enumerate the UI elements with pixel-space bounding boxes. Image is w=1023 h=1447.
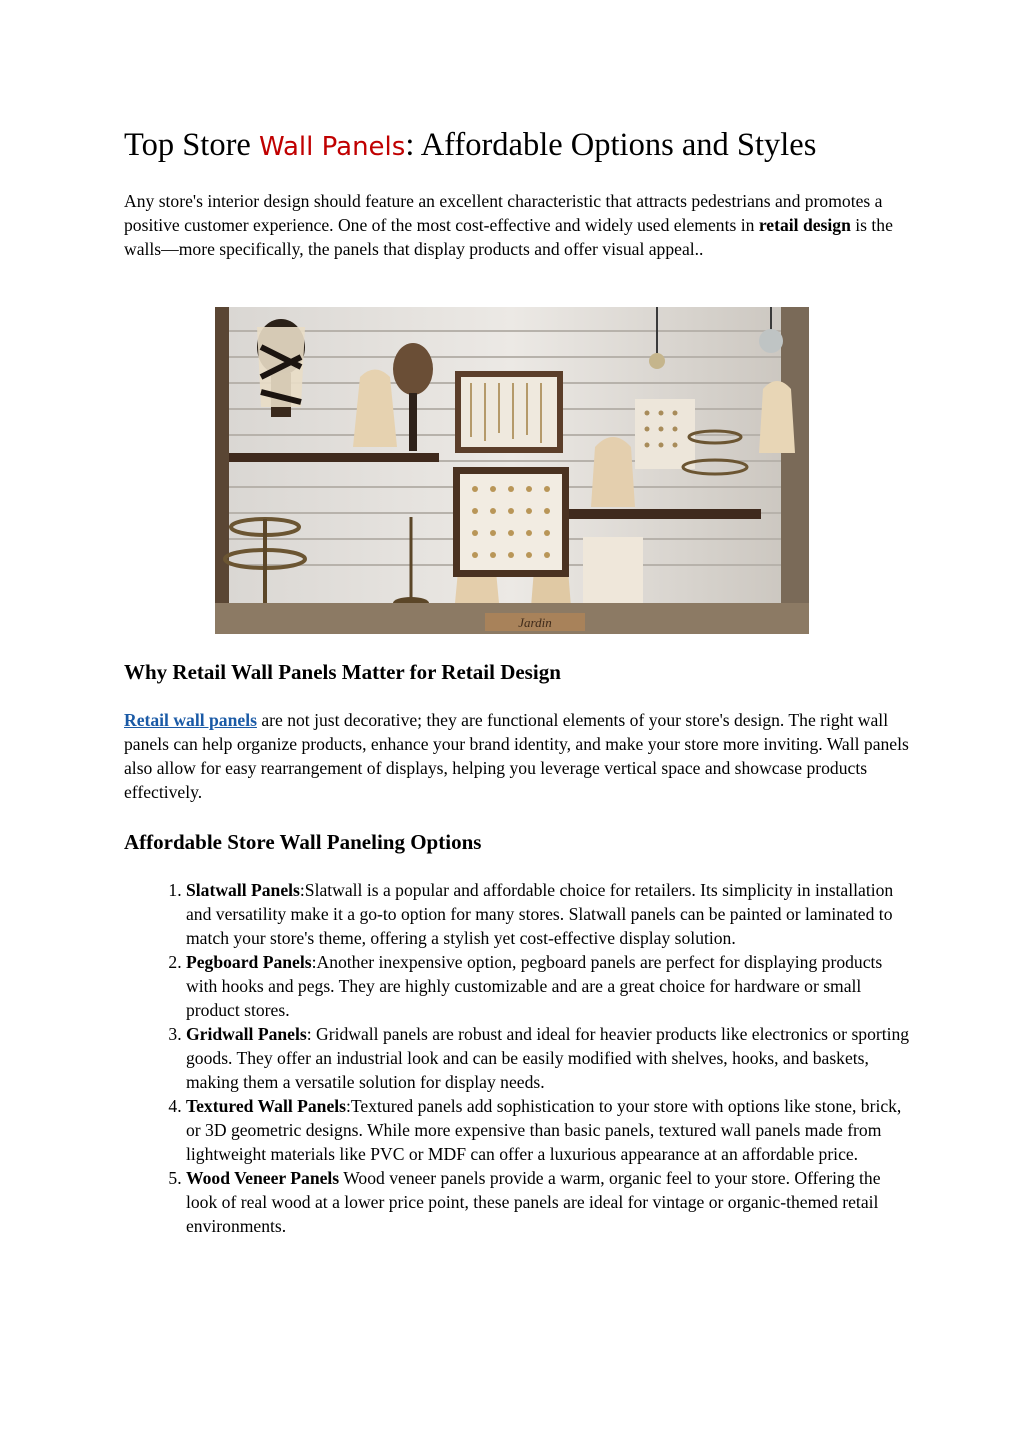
list-item [186, 878, 914, 950]
intro-paragraph [124, 189, 914, 261]
list-item-text: :Textured panels add sophistication to your store with options like stone, brick, or 3D geometric designs. While more expensive than basic panels, textured wall panels made from lightweight materials like PVC or MDF can offer a luxurious appearance at an affordable price. [186, 1096, 902, 1164]
title-suffix: : Affordable Options and Styles [405, 127, 817, 163]
photo-sign-text: Jardin [518, 615, 552, 630]
list-item-title: Slatwall Panels [186, 880, 300, 900]
section-heading-options: Affordable Store Wall Paneling Options [124, 830, 482, 854]
retail-wall-panels-link[interactable]: Retail wall panels [124, 710, 257, 730]
list-item-title: Pegboard Panels [186, 952, 312, 972]
section-heading-why: Why Retail Wall Panels Matter for Retail Design [124, 660, 561, 684]
intro-text-end: is the walls—more specifically, the panels that display products and offer visual appeal.. [124, 215, 893, 259]
list-item [186, 1022, 914, 1094]
list-item [186, 1166, 914, 1238]
title-accent: Wall Panels [258, 132, 406, 162]
list-item-title: Gridwall Panels [186, 1024, 307, 1044]
retail-display-photo [215, 307, 809, 634]
list-item [186, 950, 914, 1022]
list-item-title: Wood Veneer Panels [186, 1168, 340, 1188]
intro-bold-term: retail design [758, 215, 851, 235]
list-item-title: Textured Wall Panels [186, 1096, 347, 1116]
list-item-text: :Slatwall is a popular and affordable choice for retailers. Its simplicity in installation and versatility make it a go-to option for many stores. Slatwall panels can be painted or laminated to match your store's theme, offering a stylish yet cost-effective display solution. [186, 880, 894, 948]
page-title [124, 123, 944, 169]
section-why-text: are not just decorative; they are functional elements of your store's design. The right wall panels can help organize products, enhance your brand identity, and make your store more inviting. Wall panels also allow for easy rearrangement of displays, helping you leverage vertical space and showcase products effectively. [124, 710, 909, 802]
title-prefix: Top Store [124, 127, 259, 163]
list-item-text: Wood veneer panels provide a warm, organic feel to your store. Offering the look of real wood at a lower price point, these panels are ideal for vintage or organic-themed retail environments. [186, 1168, 881, 1236]
intro-text-start: Any store's interior design should feature an excellent characteristic that attracts pedestrians and promotes a positive customer experience. One of the most cost-effective and widely used elements in [124, 191, 883, 235]
list-item-text: : Gridwall panels are robust and ideal for heavier products like electronics or sporting goods. They offer an industrial look and can be easily modified with shelves, hooks, and baskets, making them a versatile solution for display needs. [186, 1024, 910, 1092]
list-item-text: :Another inexpensive option, pegboard panels are perfect for displaying products with hooks and pegs. They are highly customizable and are a great choice for hardware or small product stores. [186, 952, 883, 1020]
options-list [124, 878, 914, 1238]
section-why-paragraph [124, 708, 914, 804]
list-item [186, 1094, 914, 1166]
